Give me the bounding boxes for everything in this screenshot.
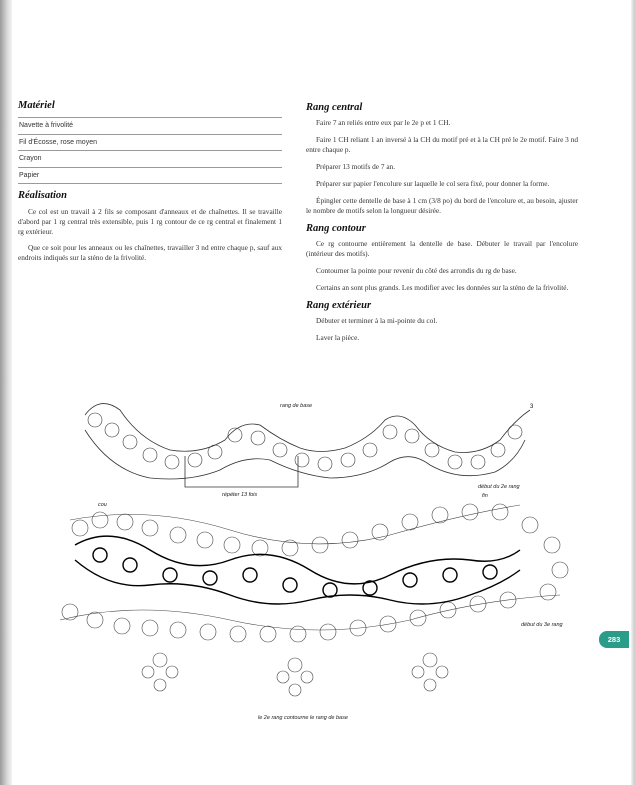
realisation-paragraph: Que ce soit pour les anneaux ou les chaînettes, travailler 3 nd entre chaque p, sauf aux endroits indiqués sur la sténo de la frivolité.	[18, 243, 282, 262]
realisation-heading: Réalisation	[18, 190, 68, 201]
rang-central-paragraph: Préparer sur papier l'encolure sur laquelle le col sera fixé, pour donner la forme.	[316, 179, 550, 188]
page-number-badge: 283	[599, 631, 629, 648]
rang-contour-heading: Rang contour	[306, 223, 366, 234]
base-row-diagram	[85, 404, 530, 479]
base-row-label: rang de base	[280, 403, 313, 409]
fin-label: fin	[482, 493, 488, 499]
debut-3-label: début du 3e rang	[521, 622, 563, 628]
rang-contour-paragraph: Certains an sont plus grands. Les modifier avec les données sur la sténo de la frivolité.	[316, 283, 569, 292]
rang-central-paragraph: Faire 1 CH reliant 1 an inversé à la CH du motif pré et à la CH pré le 2e motif. Faire 3 nd entre chaque p.	[306, 135, 578, 154]
rang-central-paragraph: Épingler cette dentelle de base à 1 cm (3/8 po) du bord de l'encolure et, au besoin, ajuster le nombre de motifs selon la longueur désirée.	[306, 196, 578, 215]
rang-central-heading: Rang central	[306, 102, 363, 113]
rang-contour-paragraph: Contourner la pointe pour revenir du côté des arrondis du rg de base.	[316, 266, 517, 275]
rang-contour-paragraph: Ce rg contourne entièrement la dentelle de base. Débuter le travail par l'encolure (intérieur des motifs).	[306, 239, 578, 258]
collar-base-row	[75, 536, 520, 604]
collar-pendants	[142, 653, 448, 696]
rang-central-paragraph: Faire 7 an reliés entre eux par le 2e p et 1 CH.	[316, 118, 451, 127]
cou-label: cou	[98, 502, 107, 508]
rang-exterieur-paragraph: Laver la pièce.	[316, 333, 360, 342]
rang-central-paragraph: Préparer 13 motifs de 7 an.	[316, 162, 396, 171]
debut-2-label: début du 2e rang	[478, 484, 520, 490]
material-item: Navette à frivolité	[18, 117, 282, 135]
material-item: Fil d'Écosse, rose moyen	[18, 135, 282, 152]
rang-exterieur-heading: Rang extérieur	[306, 300, 372, 311]
diagram-caption: le 2e rang contourne le rang de base	[258, 715, 348, 721]
material-item: Crayon	[18, 151, 282, 168]
materiel-heading: Matériel	[18, 100, 55, 111]
rang-exterieur-paragraph: Débuter et terminer à la mi-pointe du col.	[316, 316, 438, 325]
arrow-number: 3	[530, 404, 534, 410]
repeat-label: répéter 13 fois	[222, 492, 258, 498]
material-item: Papier	[18, 168, 282, 185]
realisation-paragraph: Ce col est un travail à 2 fils se composant d'anneaux et de chaînettes. Il se travaille d'abord par 1 rg central très extensible, puis 1 rg contour de ce rg central et finalement 1 rg extérieur.	[18, 207, 282, 236]
